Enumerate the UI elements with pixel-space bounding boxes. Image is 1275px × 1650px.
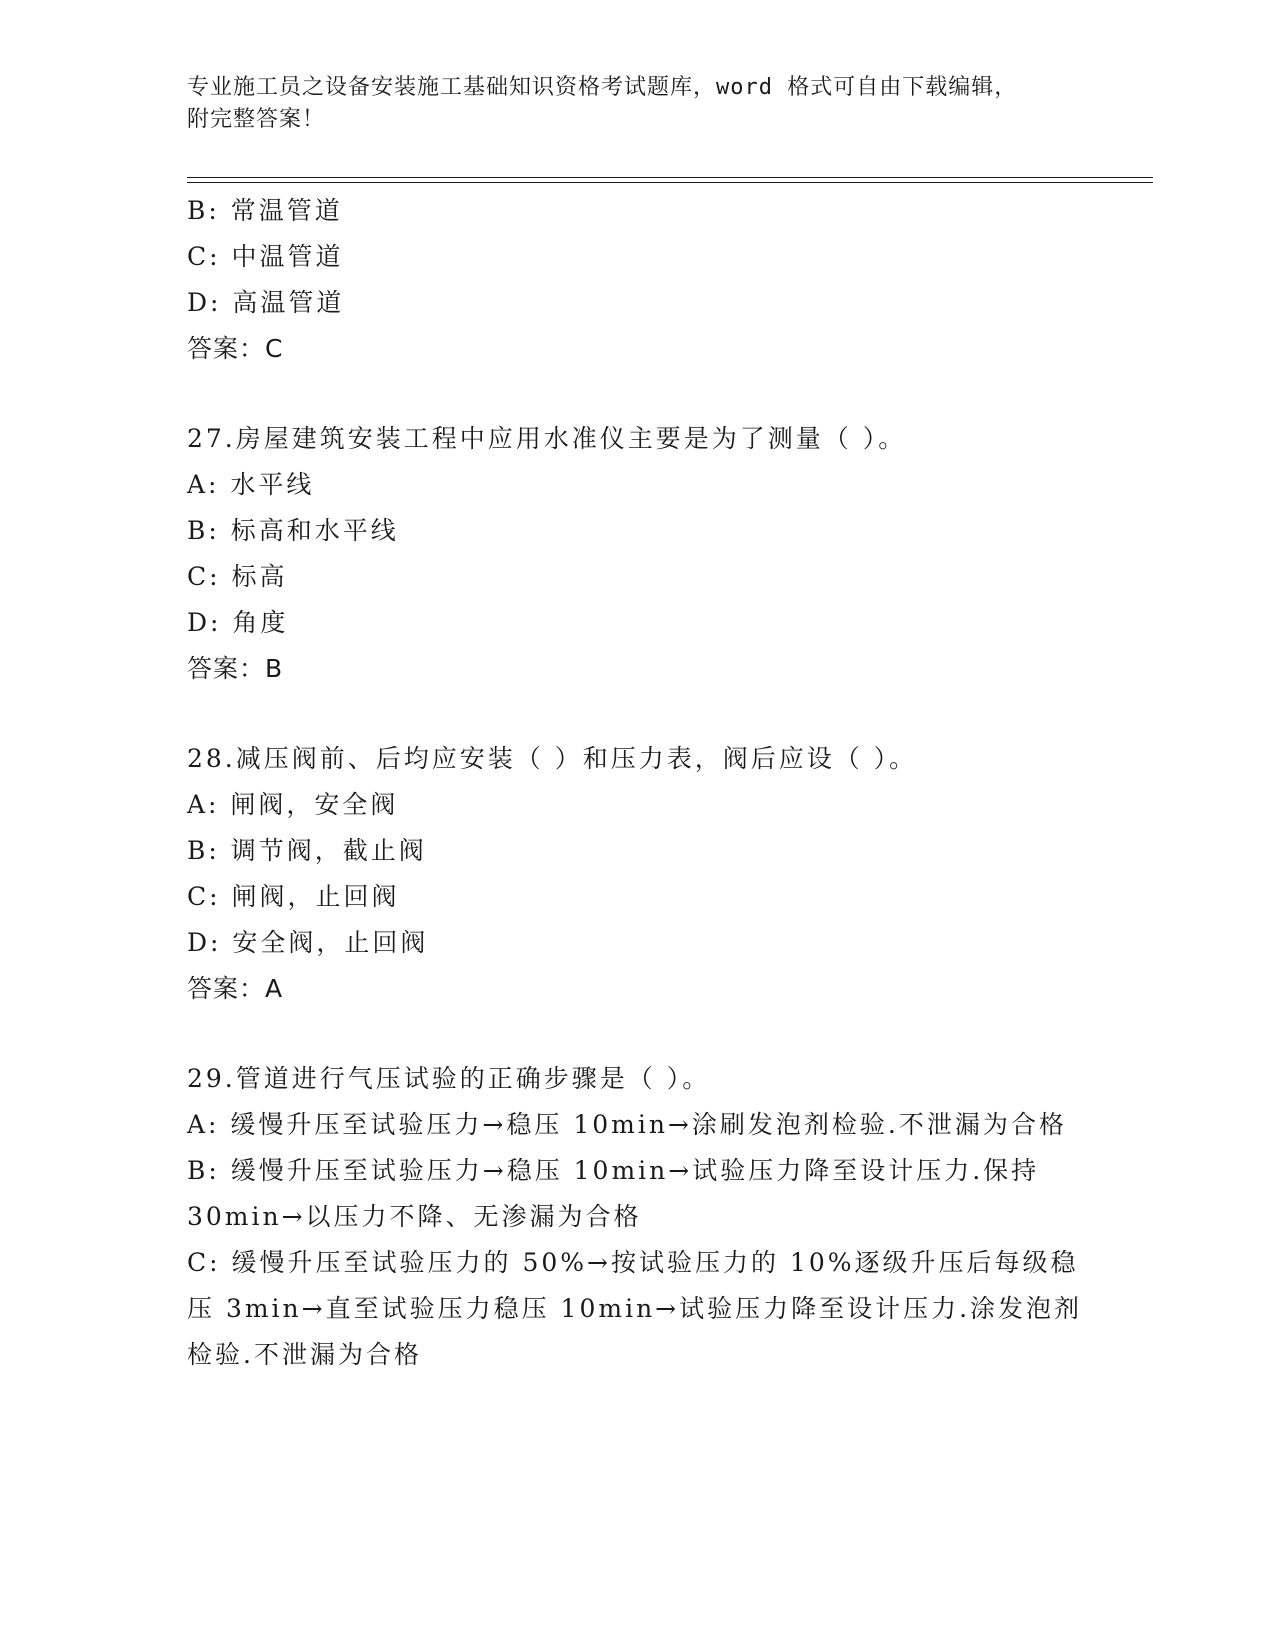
header-line-2: 附完整答案！	[187, 107, 326, 132]
option-b: B: 常温管道	[187, 196, 343, 225]
question-29	[187, 1056, 1087, 1378]
spacer	[187, 692, 1087, 736]
answer-line: 答案：B	[187, 654, 284, 683]
document-header	[187, 72, 1067, 136]
option-c-continued: 压 3min→直至试验压力稳压 10min→试验压力降至设计压力.涂发泡剂	[187, 1294, 1083, 1323]
spacer	[187, 372, 1087, 416]
answer-line: 答案：A	[187, 974, 284, 1003]
question-text: 27.房屋建筑安装工程中应用水准仪主要是为了测量（ ）。	[187, 424, 907, 453]
header-rule-bottom	[187, 182, 1153, 183]
option-a: A: 水平线	[187, 470, 315, 499]
option-c: C: 中温管道	[187, 242, 344, 271]
option-b-continued: 30min→以压力不降、无渗漏为合格	[187, 1202, 642, 1231]
question-content	[187, 188, 1087, 1378]
option-c: C: 闸阀，止回阀	[187, 882, 400, 911]
option-b: B: 标高和水平线	[187, 516, 399, 545]
answer-line: 答案：C	[187, 334, 284, 363]
question-text: 28.减压阀前、后均应安装（ ）和压力表，阀后应设（ ）。	[187, 744, 918, 773]
header-line-1: 专业施工员之设备安装施工基础知识资格考试题库，word 格式可自由下载编辑，	[187, 75, 1018, 100]
option-a: A: 闸阀，安全阀	[187, 790, 399, 819]
option-c: C: 缓慢升压至试验压力的 50%→按试验压力的 10%逐级升压后每级稳	[187, 1248, 1079, 1277]
option-a: A: 缓慢升压至试验压力→稳压 10min→涂刷发泡剂检验.不泄漏为合格	[187, 1110, 1067, 1139]
question-28	[187, 736, 1087, 1012]
option-d: D: 安全阀，止回阀	[187, 928, 429, 957]
spacer	[187, 1012, 1087, 1056]
question-27	[187, 416, 1087, 692]
option-d: D: 高温管道	[187, 288, 345, 317]
question-text: 29.管道进行气压试验的正确步骤是（ ）。	[187, 1064, 711, 1093]
option-b: B: 缓慢升压至试验压力→稳压 10min→试验压力降至设计压力.保持	[187, 1156, 1040, 1185]
option-c: C: 标高	[187, 562, 288, 591]
option-c-continued: 检验.不泄漏为合格	[187, 1340, 422, 1369]
option-b: B: 调节阀，截止阀	[187, 836, 427, 865]
question-26-tail	[187, 188, 1087, 372]
option-d: D: 角度	[187, 608, 289, 637]
header-rule-top	[187, 177, 1153, 178]
